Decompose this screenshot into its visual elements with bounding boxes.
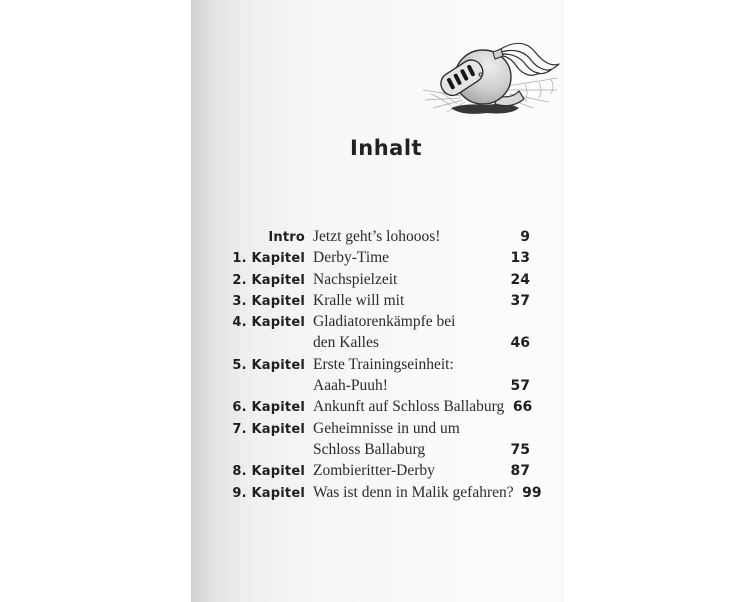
toc-row (221, 290, 530, 311)
toc-row (221, 226, 530, 247)
toc-chapter-title: Kralle will mit (313, 291, 405, 309)
table-of-contents (221, 226, 542, 503)
toc-row (221, 396, 533, 417)
knight-helmet-icon (421, 40, 561, 120)
toc-page-number: 87 (510, 463, 530, 480)
toc-chapter-label: Intro (268, 230, 305, 245)
toc-row (221, 375, 530, 396)
toc-page-number: 66 (512, 399, 533, 416)
toc-row (221, 269, 530, 290)
book-page (191, 0, 563, 602)
toc-page-number: 24 (510, 271, 530, 288)
toc-chapter-label: 5. Kapitel (232, 357, 305, 373)
toc-chapter-title: Ankunft auf Schloss Ballaburg (313, 398, 505, 416)
toc-page-number: 46 (510, 335, 530, 352)
toc-chapter-title: Geheimnisse in und um (313, 419, 460, 437)
toc-chapter-title: Derby-Time (313, 249, 390, 267)
toc-row (221, 354, 530, 375)
toc-chapter-label: 7. Kapitel (232, 421, 305, 437)
toc-chapter-title: den Kalles (313, 334, 379, 352)
toc-page-number: 9 (520, 229, 530, 245)
toc-page-number: 37 (510, 292, 530, 309)
toc-chapter-label: 9. Kapitel (232, 485, 305, 501)
toc-page-number: 99 (522, 484, 542, 501)
toc-page-number: 57 (510, 378, 530, 395)
toc-chapter-title: Gladiatorenkämpfe bei (313, 313, 456, 331)
toc-row (221, 482, 542, 503)
toc-chapter-label: 8. Kapitel (232, 464, 305, 480)
toc-row (221, 460, 530, 481)
toc-page-number: 13 (510, 250, 530, 267)
toc-row (221, 418, 530, 439)
toc-chapter-title: Jetzt geht’s lohooos! (313, 228, 441, 245)
toc-chapter-title: Aaah-Puuh! (313, 377, 388, 395)
toc-page-number: 75 (510, 441, 530, 458)
toc-row (221, 247, 530, 268)
toc-chapter-title: Nachspielzeit (313, 270, 398, 288)
toc-chapter-title: Erste Trainingseinheit: (313, 355, 454, 373)
toc-row (221, 311, 530, 332)
toc-row (221, 439, 530, 460)
page-title: Inhalt (349, 136, 423, 160)
toc-chapter-label: 3. Kapitel (232, 293, 305, 309)
toc-chapter-label: 6. Kapitel (232, 400, 305, 416)
toc-chapter-label: 2. Kapitel (232, 272, 305, 288)
toc-chapter-label: 1. Kapitel (232, 251, 305, 267)
toc-row (221, 332, 530, 353)
toc-chapter-label: 4. Kapitel (232, 315, 305, 331)
toc-chapter-title: Was ist denn in Malik gefahren? (313, 483, 514, 501)
toc-chapter-title: Schloss Ballaburg (313, 440, 426, 458)
toc-chapter-title: Zombieritter-Derby (313, 462, 435, 480)
